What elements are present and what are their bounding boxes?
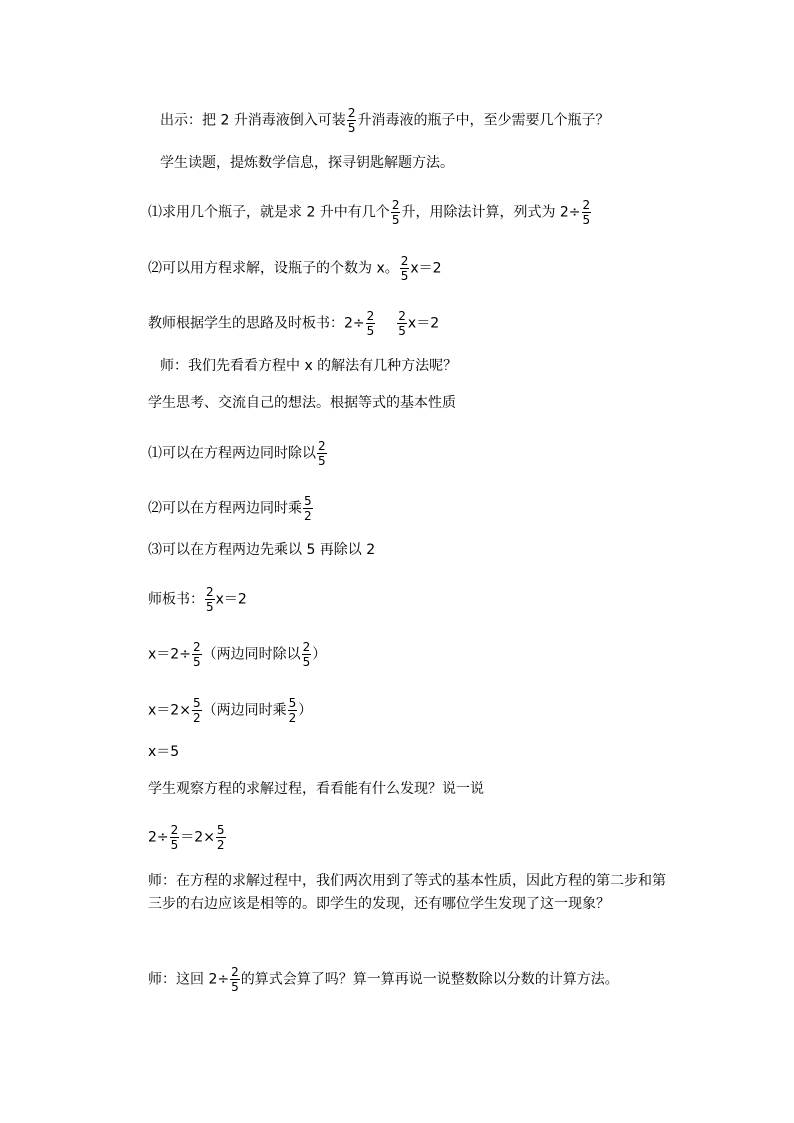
final-question: 师：这回 2÷ $\frac{2}{5}$ 的算式会算了吗？算一算再说一说整数除以分数的计算方法。 bbox=[148, 965, 619, 994]
fraction: $\frac{2}{5}$ bbox=[302, 640, 311, 669]
step-2-line: ⑵可以在方程两边同时乘 $\frac{5}{2}$ bbox=[148, 494, 312, 523]
text-line: 学生读题，提炼数学信息，探寻钥匙解题方法。 bbox=[160, 155, 454, 171]
board-equation: 师板书： $\frac{2}{5}$ x＝2 bbox=[148, 585, 247, 614]
fraction: $\frac{2}{5}$ bbox=[231, 965, 239, 994]
text-line: 学生思考、交流自己的想法。根据等式的基本性质 bbox=[148, 395, 456, 411]
fraction: $\frac{2}{5}$ bbox=[347, 106, 356, 135]
text-line: 学生观察方程的求解过程，看看能有什么发现？说一说 bbox=[148, 781, 484, 797]
fraction: $\frac{2}{5}$ bbox=[366, 309, 375, 338]
step-3-line: ⑶可以在方程两边先乘以 5 再除以 2 bbox=[148, 542, 376, 558]
fraction: $\frac{2}{5}$ bbox=[170, 823, 179, 852]
method-1-line: ⑴求用几个瓶子，就是求 2 升中有几个 $\frac{2}{5}$ 升，用除法计算，列式为 2÷ $\frac{2}{5}$ bbox=[148, 198, 591, 227]
fraction: $\frac{2}{5}$ bbox=[400, 254, 409, 283]
teacher-paragraph: 师：在方程的求解过程中，我们两次用到了等式的基本性质，因此方程的第二步和第三步的右边应该是相等的。即学生的发现，还有哪位学生发现了这一现象？ bbox=[148, 873, 666, 912]
fraction: $\frac{2}{5}$ bbox=[398, 309, 406, 338]
step-1-line: ⑴可以在方程两边同时除以 $\frac{2}{5}$ bbox=[148, 439, 326, 468]
fraction: $\frac{5}{2}$ bbox=[304, 494, 312, 523]
solution-step-2: x＝2× $\frac{5}{2}$ （两边同时乘 $\frac{5}{2}$ ） bbox=[148, 696, 313, 725]
equality-line: 2÷ $\frac{2}{5}$ ＝2× $\frac{5}{2}$ bbox=[148, 823, 225, 852]
fraction: $\frac{5}{2}$ bbox=[192, 696, 201, 725]
text-line: 师：我们先看看方程中 x 的解法有几种方法呢？ bbox=[160, 358, 458, 374]
fraction: $\frac{5}{2}$ bbox=[288, 696, 297, 725]
solution-step-1: x＝2÷ $\frac{2}{5}$ （两边同时除以 $\frac{2}{5}$ ） bbox=[148, 640, 327, 669]
method-2-line: ⑵可以用方程求解，设瓶子的个数为 x。 $\frac{2}{5}$ x＝2 bbox=[148, 254, 442, 283]
fraction: $\frac{2}{5}$ bbox=[206, 585, 214, 614]
fraction: $\frac{2}{5}$ bbox=[582, 198, 591, 227]
solution-result: x＝5 bbox=[148, 744, 180, 760]
fraction: $\frac{2}{5}$ bbox=[318, 439, 326, 468]
board-line: 教师根据学生的思路及时板书：2÷ $\frac{2}{5}$ $\frac{2}{5}$ x＝2 bbox=[148, 309, 440, 338]
fraction: $\frac{2}{5}$ bbox=[192, 640, 201, 669]
fraction: $\frac{5}{2}$ bbox=[216, 823, 225, 852]
problem-statement: 出示：把 2 升消毒液倒入可装 $\frac{2}{5}$ 升消毒液的瓶子中，至少需要几个瓶子？ bbox=[160, 106, 610, 135]
fraction: $\frac{2}{5}$ bbox=[391, 198, 400, 227]
